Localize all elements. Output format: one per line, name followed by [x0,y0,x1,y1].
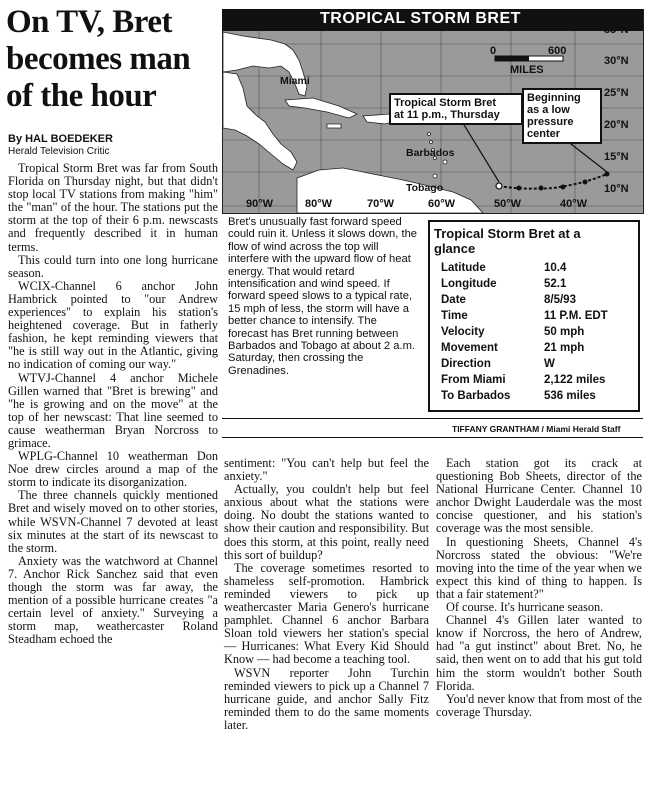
scale-max: 600 [548,45,567,57]
scale-unit: MILES [510,64,544,76]
longitude-label: 40°W [560,198,588,210]
callout-storm-position [389,93,523,125]
glance-label: Velocity [441,326,485,338]
storm-position-marker [496,183,502,189]
glance-value: 536 miles [544,390,596,402]
latitude-label: 35°N [604,24,629,36]
headline-line-1: On TV, Bret [6,4,172,40]
callout-line: at 11 p.m., Thursday [394,109,500,121]
glance-label: From Miami [441,374,506,386]
paragraph: Of course. It's hurricane season. [446,600,604,615]
glance-value: 11 P.M. EDT [544,310,608,322]
glance-value: 52.1 [544,278,567,290]
paragraph: WTVJ-Channel 4 anchor Michele Gillen warned that "Bret is brewing" and "he is growing and on the move" at the top of her newscast: That line seemed to cause weatherman Bryan Norcross to grimace. [8,370,218,450]
longitude-label: 60°W [428,198,456,210]
paragraph: This could turn into one long hurricane season. [8,252,218,280]
paragraph: The coverage sometimes resorted to shameless self-promotion. Hambrick reminded viewers to pick up weathercaster Maria Genero's hurricane pamphlet. Channel 6 anchor Barbara Sloan told viewers her station's special — Hurricanes: What Every Kid Should Know — had become a teaching tool. [224,560,429,667]
glance-value: 8/5/93 [544,294,576,306]
article-column-2 [224,457,429,732]
callout-line: as a low [527,104,570,116]
glance-value: 50 mph [544,326,585,338]
headline [6,4,211,115]
glance-label: Direction [441,358,491,370]
glance-label: Latitude [441,262,486,274]
place-miami: Miami [280,75,310,87]
glance-title: Tropical Storm Bret at a glance [434,226,581,256]
article-column-1 [8,162,218,646]
byline-role: Herald Television Critic [8,146,110,157]
callout-beginning [522,88,602,144]
glance-label: Movement [441,342,498,354]
graphic-rule [222,437,643,438]
headline-line-3: of the hour [6,78,157,114]
paragraph: WSVN reporter John Turchin reminded viewers to pick up a Channel 7 hurricane guide, and anchor Sally Fitz reminded them to do the same moments later. [224,665,429,732]
paragraph: Each station got its crack at questioning Bob Sheets, director of the National Hurricane Center. Channel 10 anchor Dwight Lauderdale was the most concise questioner, and his station's coverage was the most sensible. [436,456,642,536]
paragraph: Actually, you couldn't help but feel anxious about what the stations were doing. No doubt the stations wanted to show their caution and responsibility. But does this storm, at this point, really need this sort of buildup? [224,482,429,562]
callout-line: Beginning [527,92,581,104]
glance-label: Time [441,310,468,322]
glance-label: Date [441,294,466,306]
paragraph: Tropical Storm Bret was far from South Florida on Thursday night, but that didn't stop local TV stations from making "him" the "man" of the hour. The stations put the storm at the top of their 6 p.m. newscasts and frequently described it in human terms. [8,161,218,254]
callout-line: Tropical Storm Bret [394,97,497,109]
paragraph: Anxiety was the watchword at Channel 7. Anchor Rick Sanchez said that even though the storm was far away, the mention of a possible hurricane creates "a certain level of anxiety." Surveying a storm map, weathercaster Roland Steadham echoed the [8,553,218,647]
latitude-label: 30°N [604,55,629,67]
map-title: TROPICAL STORM BRET [320,10,521,27]
glance-value: 10.4 [544,262,567,274]
latitude-label: 20°N [604,119,629,131]
callout-line: pressure [527,116,574,128]
paragraph: sentiment: "You can't help but feel the anxiety." [224,456,429,484]
graphic-rule [222,418,643,419]
longitude-label: 80°W [305,198,333,210]
paragraph: WPLG-Channel 10 weatherman Don Noe drew circles around a map of the storm to indicate its disorganization. [8,449,218,490]
longitude-label: 70°W [367,198,395,210]
latitude-label: 10°N [604,183,629,195]
paragraph: The three channels quickly mentioned Bret and wisely moved on to other stories, while WSVN-Channel 7 devoted at least six minutes at the start of its newscast to the storm. [8,488,218,555]
glance-value: W [544,358,555,370]
glance-label: To Barbados [441,390,511,402]
glance-value: 2,122 miles [544,374,606,386]
paragraph: You'd never know that from most of the coverage Thursday. [436,691,642,719]
article-column-3 [436,457,642,719]
storm-explainer: Bret's unusually fast forward speed could ruin it. Unless it slows down, the flow of wind across the top will interfere with the upward flow of heat energy. That would retard intensification and wind speed. If forward speed slows to a typical rate, 15 mph of less, the storm will have a better chance to intensify. The forecast has Bret running between Barbados and Tobago at about 2 a.m. Saturday, then crossing the Grenadines. [228,216,418,377]
longitude-label: 90°W [246,198,274,210]
glance-value: 21 mph [544,342,585,354]
glance-label: Longitude [441,278,497,290]
paragraph: WCIX-Channel 6 anchor John Hambrick pointed to "our Andrew experiences" to explain his station's heightened coverage. But in fatherly fashion, he kept reminding viewers that "he is still way out in the Atlantic, giving no indication of coming our way." [8,278,218,372]
callout-line: center [527,128,561,140]
place-tobago: Tobago [406,182,444,194]
scale-zero: 0 [490,45,497,57]
place-barbados: Barbados [406,147,455,159]
longitude-label: 50°W [494,198,522,210]
headline-line-2: becomes man [6,41,191,77]
storm-track [496,172,610,191]
paragraph: In questioning Sheets, Channel 4's Norcross stated the obvious: "We're moving into the time of the year when we expect this kind of thing to happen. Is that a fair statement?" [436,534,642,601]
byline: By HAL BOEDEKER [8,133,113,145]
graphic-credit: TIFFANY GRANTHAM / Miami Herald Staff [452,424,621,434]
latitude-label: 25°N [604,87,629,99]
paragraph: Channel 4's Gillen later wanted to know if Norcross, the hero of Andrew, had "a gut instinct" about Bret. No, he said, then went on to add that his gut told him the storm wouldn't bother South Florida. [436,613,642,693]
latitude-label: 15°N [604,151,629,163]
